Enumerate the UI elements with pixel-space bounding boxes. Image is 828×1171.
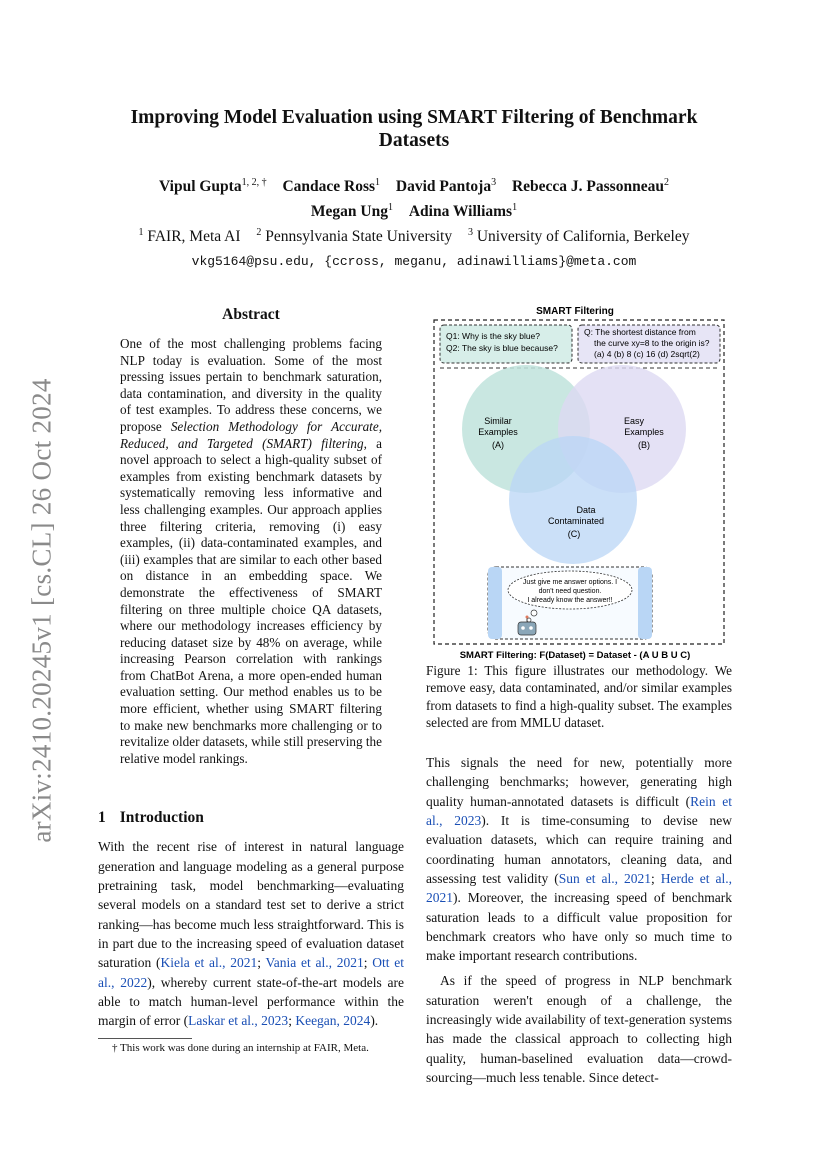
author: Candace Ross$^1$ xyxy=(282,177,381,196)
abstract-heading: Abstract xyxy=(222,306,280,323)
right-paragraph: This signals the need for new, potentially more challenging benchmarks; however, generating high quality human-annotated datasets is difficult (Rein et al., 2023). It is time-consuming to devise new evaluation datasets, which can require training and coordinating human annotators, cleaning data, and assessing test validity (Sun et al., 2021; Herde et al., 2021). Moreover, the increasing speed of benchmark saturation leads to a difficult value proposition for benchmark creators who have only so much time to make important research contributions. xyxy=(426,755,732,964)
citation-link[interactable]: Keegan, 2024 xyxy=(295,1013,371,1029)
citation-link[interactable]: Ott et al., 2022 xyxy=(98,955,404,990)
arxiv-watermark: arXiv:2410.20245v1 [cs.CL] 26 Oct 2024 xyxy=(26,377,57,843)
author: Vipul Gupta$^{1, 2, \dagger}$ xyxy=(159,177,267,196)
author-block xyxy=(90,172,738,247)
author: Adina Williams$^1$ xyxy=(408,202,518,221)
author: David Pantoja$^3$ xyxy=(395,177,497,196)
circle-label: Contaminated xyxy=(547,516,605,526)
paper-title: Improving Model Evaluation using SMART Filtering of Benchmark Datasets xyxy=(130,107,698,151)
affiliation: $^3$ University of California, Berkeley xyxy=(467,227,690,246)
citation-link[interactable]: Vania et al., 2021 xyxy=(265,955,364,971)
circle-label: (B) xyxy=(638,440,650,450)
question-text: Q1: Why is the sky blue? xyxy=(446,331,541,341)
citation-link[interactable]: Kiela et al., 2021 xyxy=(160,955,258,971)
bubble-text: don't need question. xyxy=(538,588,602,595)
box-accent xyxy=(488,567,502,639)
intro-paragraph: With the recent rise of interest in natural language generation and language modeling as a general purpose pretraining task, model benchmarking—evaluating several models on a standard test set to derive a strict ranking—has become much less straightforward. This is in part due to the increasing speed of evaluation dataset saturation (Kiela et al., 2021; Vania et al., 2021; Ott et al., 2022), whereby current state-of-the-art models are able to match human-level performance within the margin of error (Laskar et al., 2023; Keegan, 2024). xyxy=(98,839,404,1029)
smart-filtering-diagram xyxy=(426,300,732,662)
author: Megan Ung$^1$ xyxy=(310,202,393,221)
circle-label: (C) xyxy=(567,529,581,539)
question-text: Q: The shortest distance from xyxy=(584,327,696,337)
bubble-text: Just give me answer options. I xyxy=(522,579,618,586)
author: Rebecca J. Passonneau$^2$ xyxy=(511,177,669,196)
citation-link[interactable]: Laskar et al., 2023 xyxy=(188,1013,289,1029)
left-column xyxy=(98,300,404,1054)
figure-header: SMART Filtering xyxy=(536,306,614,317)
footnote: † This work was done during an internship at FAIR, Meta. xyxy=(112,1042,369,1055)
figure-caption: Figure 1: This figure illustrates our methodology. We remove easy, data contaminated, and/or similar examples from datasets to find a high-quality subset. The examples selected are from MMLU dataset. xyxy=(426,663,732,730)
affiliation: $^1$ FAIR, Meta AI xyxy=(138,227,241,246)
circle-label: Examples xyxy=(478,427,518,437)
right-column xyxy=(426,300,732,1087)
thought-dot xyxy=(531,610,537,616)
author-emails: vkg5164@psu.edu, {ccross, meganu, adinawilliams}@meta.com xyxy=(191,254,637,269)
citation-link[interactable]: Sun et al., 2021 xyxy=(558,870,651,886)
box-accent xyxy=(638,567,652,639)
circle-label: Examples xyxy=(624,427,664,437)
question-text: Q2: The sky is blue because? xyxy=(446,343,558,353)
author-names xyxy=(90,172,738,222)
footnote-divider xyxy=(98,1038,192,1039)
question-text: (a) 4 (b) 8 (c) 16 (d) 2sqrt(2) xyxy=(594,349,700,359)
figure-1 xyxy=(426,300,732,660)
thought-dot xyxy=(527,618,531,622)
affiliations xyxy=(90,222,738,247)
section-heading-introduction: 1 Introduction xyxy=(98,809,204,827)
circle-label: Similar xyxy=(484,416,512,426)
abstract-text: One of the most challenging problems facing NLP today is evaluation. Some of the most pressing issues pertain to benchmark saturation, data contamination, and diversity in the quality of test examples. To address these concerns, we propose Selection Methodology for Accurate, Reduced, and Targeted (SMART) filtering, a novel approach to select a high-quality subset of examples from existing benchmark datasets by systematically removing less informative and less challenging examples. Our approach applies three filtering criteria, removing (i) easy examples, (ii) data-contaminated examples, and (iii) examples that are similar to each other based on distance in an embedding space. We demonstrate the effectiveness of SMART filtering on three multiple choice QA datasets, where our methodology increases efficiency by reducing dataset size by 48% on average, while increasing Pearson correlation with rankings from ChatBot Arena, a more open-ended human evaluation setting. Our method enables us to be more efficient, whether using SMART filtering to make new benchmarks more challenging or to revitalize older datasets, while still preserving the relative model rankings. xyxy=(120,336,382,766)
affiliation: $^2$ Pennsylvania State University xyxy=(256,227,453,246)
bubble-text: I already know the answer!! xyxy=(527,597,613,604)
citation-link[interactable]: Herde et al., 2021 xyxy=(426,870,732,906)
circle-label: (A) xyxy=(492,440,504,450)
citation-link[interactable]: Rein et al., 2023 xyxy=(426,793,732,829)
circle-data-contaminated xyxy=(509,436,637,564)
circle-label: Data xyxy=(576,505,596,515)
formula-text: SMART Filtering: F(Dataset) = Dataset - (A U B U C) xyxy=(459,650,691,661)
question-text: the curve xy=8 to the origin is? xyxy=(594,338,710,348)
circle-label: Easy xyxy=(623,416,645,426)
right-paragraph: As if the speed of progress in NLP benchmark saturation weren't enough of a challenge, the increasingly wide availability of text-generation systems has made the classical approach to collecting high quality, human-baselined evaluation data—crowd-sourcing—much less tenable. Since detect- xyxy=(426,973,732,1085)
